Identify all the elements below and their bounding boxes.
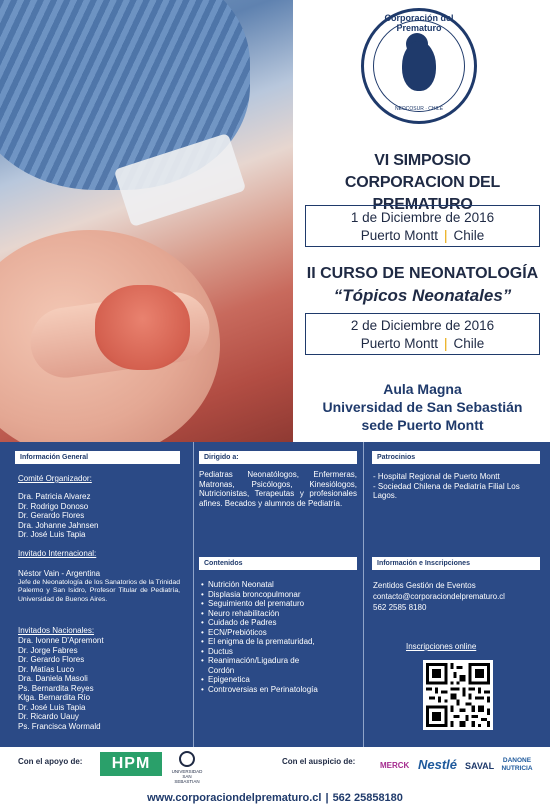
list-item: Dra. Johanne Jahnsen bbox=[18, 520, 99, 530]
list-item: Dr. Jorge Fabres bbox=[18, 645, 78, 655]
fetus-icon bbox=[402, 41, 436, 91]
list-item: • Controversias en Perinatología bbox=[201, 685, 359, 695]
list-item: • Neuro rehabilitación bbox=[201, 609, 359, 619]
uss-seal-icon bbox=[179, 751, 195, 767]
saval-logo: SAVAL bbox=[465, 761, 495, 771]
contenidos-list bbox=[201, 580, 359, 694]
apoyo-label: Con el apoyo de: bbox=[18, 757, 83, 766]
nacionales-list bbox=[18, 636, 188, 731]
list-item: Dr. Ricardo Uauy bbox=[18, 712, 79, 721]
simposio-city: Puerto Montt bbox=[360, 228, 438, 243]
dirigido-header: Dirigido a: bbox=[199, 451, 357, 464]
list-item: • Nutrición Neonatal bbox=[201, 580, 359, 590]
contenidos-header: Contenidos bbox=[199, 557, 357, 570]
list-item: Ps. Bernardita Reyes bbox=[18, 683, 94, 693]
list-item: • Displasia broncopulmonar bbox=[201, 590, 359, 600]
uss-name: UNIVERSIDAD SAN SEBASTIAN bbox=[171, 769, 203, 784]
list-item: • Seguimiento del prematuro bbox=[201, 599, 359, 609]
website-link[interactable]: www.corporaciondelprematuro.cl bbox=[147, 792, 322, 804]
curso-date: 2 de Diciembre de 2016 bbox=[350, 318, 495, 333]
qr-code-icon bbox=[426, 663, 490, 727]
list-item: Dr. Matías Luco bbox=[18, 664, 75, 674]
list-item: Ps. Francisca Wormald bbox=[18, 721, 101, 731]
list-item: Dr. Rodrigo Donoso bbox=[18, 501, 89, 511]
auspicio-label: Con el auspicio de: bbox=[282, 757, 356, 766]
list-item: Dr. Gerardo Flores bbox=[18, 511, 85, 520]
inscripciones-email[interactable]: contacto@corporaciondelprematuro.cl bbox=[373, 592, 505, 601]
list-item: Dr. José Luis Tapia bbox=[18, 702, 86, 712]
simposio-country: Chile bbox=[453, 228, 485, 243]
dirigido-text: Pediatras Neonatólogos, Enfermeras, Matronas, Psicólogos, Kinesiólogos, Nutricionistas, Terapeutas y profesionales afines. Becados y alumnos de Pediatría. bbox=[199, 470, 357, 508]
info-general-column bbox=[0, 442, 193, 747]
venue-line1: Aula Magna bbox=[383, 381, 462, 397]
info-general-header: Información General bbox=[15, 451, 180, 464]
merck-logo: MERCK bbox=[380, 761, 410, 770]
venue bbox=[295, 380, 550, 434]
list-item: Klga. Bernardita Río bbox=[18, 693, 91, 702]
simposio-line2: CORPORACION DEL PREMATURO bbox=[344, 174, 501, 213]
uss-logo bbox=[170, 751, 204, 784]
separator: | bbox=[325, 792, 329, 804]
comite-label: Comité Organizador: bbox=[18, 474, 92, 483]
simposio-date-box bbox=[305, 205, 540, 247]
baby-hand bbox=[95, 285, 190, 370]
curso-title: II CURSO DE NEONATOLOGÍA bbox=[306, 265, 539, 282]
inscripciones-org: Zentidos Gestión de Eventos bbox=[373, 581, 476, 590]
dirigido-contenidos-column bbox=[193, 442, 363, 747]
list-item: Dr. Gerardo Flores bbox=[18, 655, 85, 664]
corporacion-logo bbox=[361, 8, 477, 124]
simposio-line1: VI SIMPOSIO bbox=[374, 152, 471, 169]
inscripciones-online-label[interactable]: Inscripciones online bbox=[406, 642, 477, 651]
qr-code[interactable] bbox=[423, 660, 493, 730]
internacional-description: Jefe de Neonatología de los Sanatorios de la Trinidad Palermo y San Isidro, Profesor Titular de Pediatría, Universidad de Buenos Aires. bbox=[18, 579, 180, 603]
list-item: • Epigenetica bbox=[201, 675, 359, 685]
logo-name: Corporación del Prematuro bbox=[384, 13, 454, 33]
patrocinios-header: Patrocinios bbox=[372, 451, 540, 464]
list-item: Dr. José Luis Tapia bbox=[18, 530, 86, 539]
internacional-name: Néstor Vain - Argentina bbox=[18, 569, 101, 578]
list-item: Dra. Patricia Alvarez bbox=[18, 492, 91, 501]
inscripciones-phone: 562 2585 8180 bbox=[373, 603, 427, 612]
website-line bbox=[0, 792, 550, 804]
list-item: • Reanimación/Ligadura de Cordón bbox=[201, 656, 321, 675]
logo-tagline: NEOCOSUR · CHILE bbox=[394, 106, 444, 112]
curso-country: Chile bbox=[453, 336, 485, 351]
list-item: - Hospital Regional de Puerto Montt bbox=[373, 472, 500, 481]
nestle-logo: Nestlé bbox=[418, 757, 458, 772]
patrocinios-list bbox=[373, 472, 538, 501]
curso-date-box bbox=[305, 313, 540, 355]
list-item: - Sociedad Chilena de Pediatría Filial Los Lagos. bbox=[373, 481, 520, 500]
info-panel bbox=[0, 442, 550, 747]
inscripciones-header: Información e Inscripciones bbox=[372, 557, 540, 570]
internacional-label: Invitado Internacional: bbox=[18, 549, 97, 558]
danone-logo: DANONE NUTRICIA bbox=[501, 757, 533, 772]
hero-photo-newborn-hand bbox=[0, 0, 293, 442]
hpm-logo: HPM bbox=[100, 752, 162, 776]
venue-line2: Universidad de San Sebastián bbox=[322, 399, 523, 415]
list-item: • ECN/Prebióticos bbox=[201, 628, 359, 638]
simposio-date: 1 de Diciembre de 2016 bbox=[350, 210, 495, 225]
list-item: Dra. Daniela Masoli bbox=[18, 674, 88, 683]
footer-phone: 562 25858180 bbox=[332, 792, 403, 804]
simposio-location bbox=[306, 227, 539, 245]
location-separator: | bbox=[444, 336, 448, 351]
list-item: Dra. Ivonne D'Apremont bbox=[18, 636, 104, 645]
location-separator: | bbox=[444, 228, 448, 243]
curso-subtitle: “Tópicos Neonatales” bbox=[333, 286, 512, 305]
comite-list bbox=[18, 492, 188, 540]
list-item: • Ductus bbox=[201, 647, 359, 657]
curso-location bbox=[306, 335, 539, 353]
venue-line3: sede Puerto Montt bbox=[361, 417, 484, 433]
curso-city: Puerto Montt bbox=[360, 336, 438, 351]
list-item: • Cuidado de Padres bbox=[201, 618, 359, 628]
sponsors-footer bbox=[0, 747, 550, 810]
nacionales-label: Invitados Nacionales: bbox=[18, 626, 95, 635]
list-item: • El enigma de la prematuridad, bbox=[201, 637, 359, 647]
